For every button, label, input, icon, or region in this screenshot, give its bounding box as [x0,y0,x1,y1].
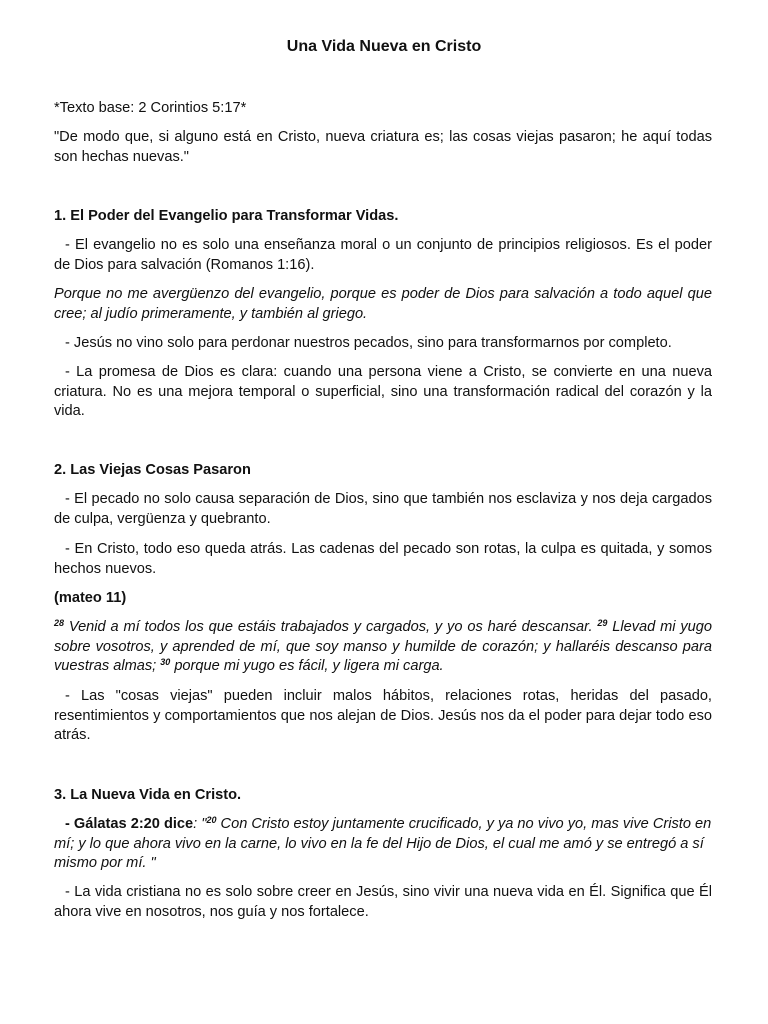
section-1-paragraph-1: - El evangelio no es solo una enseñanza moral o un conjunto de principios religiosos. Es el poder de Dios para salvación (Romanos 1:16). [54,237,712,273]
verse-number-29: 29 [597,618,608,628]
section-3-galatas-quote [54,815,712,874]
section-2-heading: 2. Las Viejas Cosas Pasaron [54,462,251,478]
section-2-verses [54,618,712,677]
section-2-reference: (mateo 11) [54,590,127,606]
verse-28-text: Venid a mí todos los que estáis trabajados y cargados, y yo os haré descansar. [64,619,598,635]
section-1-paragraph-2: - Jesús no vino solo para perdonar nuestros pecados, sino para transformarnos por completo. [65,335,672,351]
texto-base: *Texto base: 2 Corintios 5:17* [54,100,247,116]
verse-29-text: Llevad mi yugo sobre vosotros, y aprended de mí, que soy manso y humilde de corazón; y hallaréis descanso para vuestras almas; [54,619,713,674]
section-3-paragraph-1: - La vida cristiana no es solo sobre creer en Jesús, sino vivir una nueva vida en Él. Significa que Él ahora vive en nosotros, nos guía y nos fortalece. [54,884,712,920]
section-1-heading: 1. El Poder del Evangelio para Transformar Vidas. [54,208,399,224]
verse-30-text: porque mi yugo es fácil, y ligera mi carga. [170,658,444,674]
document-title: Una Vida Nueva en Cristo [286,38,482,55]
verse-number-28: 28 [54,618,65,628]
verse-number-30: 30 [160,657,171,667]
galatas-verse-text: Con Cristo estoy juntamente crucificado, y ya no vivo yo, mas vive Cristo en mí; y lo que ahora vivo en la carne, lo vivo en la fe del Hijo de Dios, el cual me amó y se entregó a sí mismo por mí. " [54,816,712,871]
galatas-reference: - Gálatas 2:20 dice [65,816,194,832]
section-1-verse: Porque no me avergüenzo del evangelio, porque es poder de Dios para salvación a todo aquel que cree; al judío primeramente, y también al griego. [54,286,712,322]
section-2-paragraph-1: - El pecado no solo causa separación de Dios, sino que también nos esclaviza y nos deja cargados de culpa, vergüenza y quebranto. [54,491,712,527]
verse-number-20: 20 [206,815,217,825]
galatas-open-quote: : " [193,816,207,832]
section-2-paragraph-2: - En Cristo, todo eso queda atrás. Las cadenas del pecado son rotas, la culpa es quitada, y somos hechos nuevos. [54,541,712,577]
section-2-paragraph-3: - Las "cosas viejas" pueden incluir malos hábitos, relaciones rotas, heridas del pasado, resentimientos y comportamientos que nos alejan de Dios. Jesús nos da el poder para dejar todo eso atrás. [54,688,712,743]
section-1-paragraph-3: - La promesa de Dios es clara: cuando una persona viene a Cristo, se convierte en una nueva criatura. No es una mejora temporal o superficial, sino una transformación radical del corazón y la vida. [54,364,712,419]
texto-base-cita: "De modo que, si alguno está en Cristo, nueva criatura es; las cosas viejas pasaron; he aquí todas son hechas nuevas." [54,129,712,165]
section-3-heading: 3. La Nueva Vida en Cristo. [54,787,242,803]
